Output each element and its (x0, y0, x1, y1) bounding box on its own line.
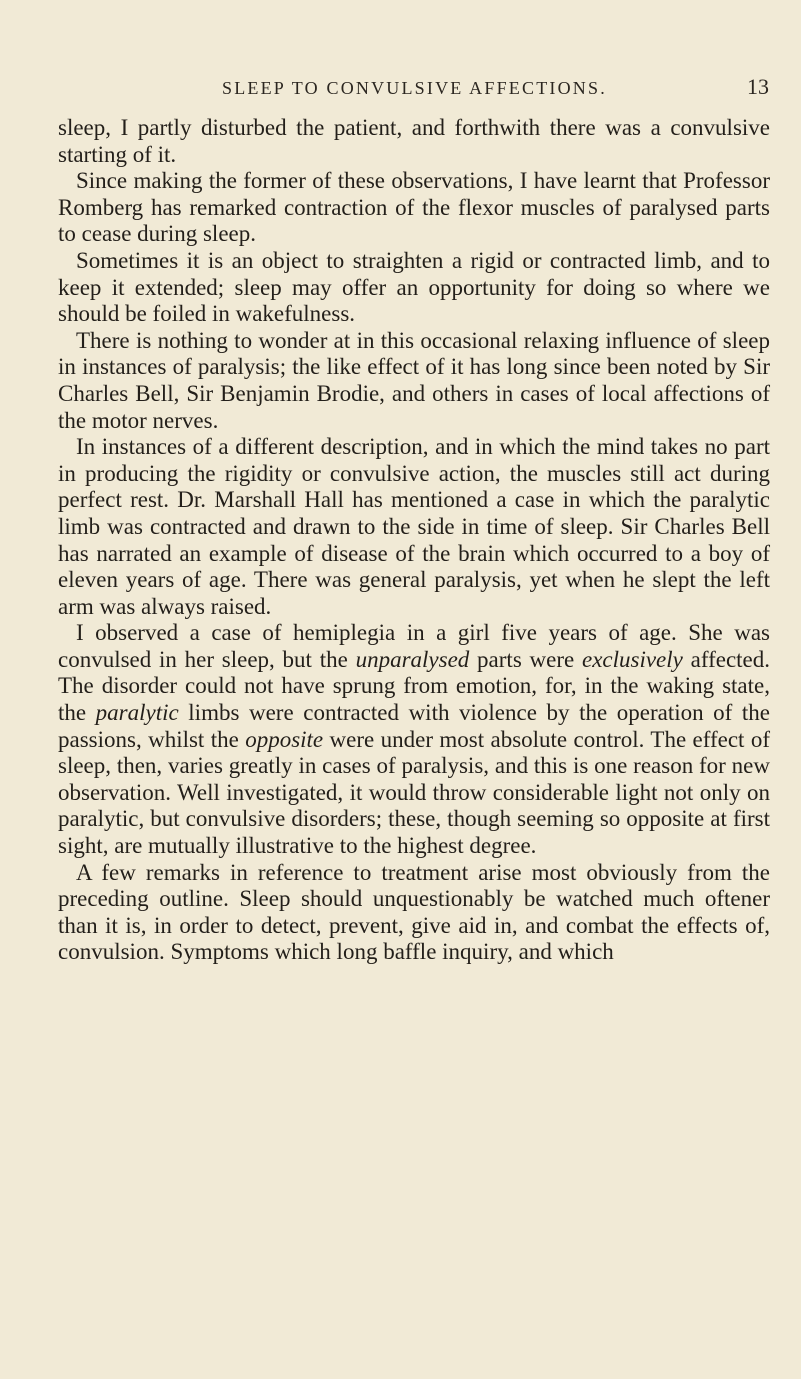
text-segment: sleep, I partly disturbed the patient, and forthwith there was a convulsive starting of it. (58, 115, 770, 167)
italic-text: unparalysed (355, 646, 470, 672)
page-number: 13 (747, 74, 769, 99)
paragraph-3 (58, 248, 770, 328)
text-segment: A few remarks in reference to treatment arise most obviously from the preceding outline. Sleep should unquestionably be watched much oftener than it is, in order to detect, prevent, give aid in, and combat the effects of, convulsion. Symptoms which long baffle inquiry, and which (58, 859, 770, 965)
text-segment: Sometimes it is an object to straighten a rigid or contracted limb, and to keep it extended; sleep may offer an opportunity for doing so where we should be foiled in wakefulness. (58, 247, 770, 327)
paragraph-2 (58, 168, 770, 248)
paragraph-6 (58, 620, 770, 859)
text-segment: In instances of a different description, and in which the mind takes no part in producing the rigidity or convulsive action, the muscles still act during perfect rest. Dr. Marshall Hall has mentioned a case in which the paralytic limb was contracted and drawn to the side in time of sleep. Sir Charles Bell has narrated an example of disease of the brain which occurred to a boy of eleven years of age. There was general paralysis, yet when he slept the left arm was always raised. (58, 434, 770, 619)
text-segment: were under most absolute control. The effect of sleep, then, varies greatly in cases of paralysis, and this is one reason for new observation. Well investigated, it would throw considerable light not only on paralytic, but convulsive disorders; these, though seeming so opposite at first sight, are mutually illustrative to the highest degree. (58, 726, 770, 859)
body-text (58, 115, 770, 966)
italic-text: exclusively (581, 646, 683, 672)
paragraph-7 (58, 860, 770, 966)
italic-text: opposite (245, 726, 324, 752)
text-segment: There is nothing to wonder at in this occasional relaxing influence of sleep in instances of paralysis; the like effect of it has long since been noted by Sir Charles Bell, Sir Benjamin Brodie, and others in cases of local affections of the motor nerves. (58, 327, 770, 433)
text-segment: parts were (469, 646, 582, 672)
running-title: SLEEP TO CONVULSIVE AFFECTIONS. (222, 78, 607, 98)
paragraph-1 (58, 115, 770, 168)
text-segment: Since making the former of these observations, I have learnt that Professor Romberg has remarked contraction of the flexor muscles of paralysed parts to cease during sleep. (58, 168, 770, 247)
paragraph-5 (58, 434, 770, 620)
text-segment: affected. The disorder could not have sprung from emotion, for, in the waking state, the (58, 646, 770, 726)
text-segment: I observed a case of hemiplegia in a girl five years of age. She was convulsed in her sleep, but the (58, 620, 770, 672)
italic-text: paralytic (95, 700, 179, 726)
text-segment: limbs were contracted with violence by the operation of the passions, whilst the (58, 700, 770, 752)
paragraph-4 (58, 328, 770, 434)
